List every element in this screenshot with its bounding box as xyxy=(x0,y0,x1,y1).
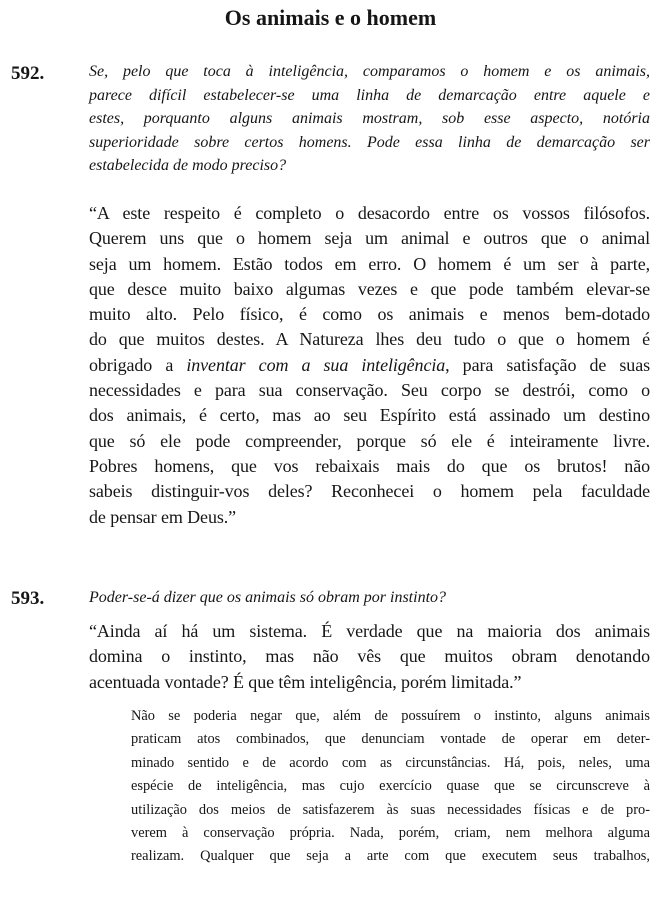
question-592-text xyxy=(89,60,650,178)
answer-592-line-6: do que muitos destes. A Natureza lhes deu tudo o que o homem é xyxy=(89,329,650,350)
answer-593-text xyxy=(89,619,650,695)
answer-592-line-7b: , para satisfação de suas xyxy=(445,354,650,375)
answer-592-line-13: de pensar em Deus.” xyxy=(89,506,237,527)
question-593-text xyxy=(89,586,650,610)
commentary-line-6: verem à conservação própria. Nada, porém, criam, nem melhora alguma xyxy=(131,825,650,842)
answer-592-line-7 xyxy=(89,353,650,378)
commentary-line-3: minado sentido e de acordo com as circunstâncias. Há, pois, neles, uma xyxy=(131,754,650,771)
question-592-line-2: parece difícil estabelecer-se uma linha de demarcação entre aquele e xyxy=(89,86,650,104)
commentary-line-1: Não se poderia negar que, além de possuírem o instinto, alguns animais xyxy=(131,708,650,724)
answer-592-line-9: dos animais, é certo, mas ao seu Espírito está assinado um destino xyxy=(89,405,650,426)
commentary-line-2: praticam atos combinados, que denunciam vontade de operar em deter- xyxy=(131,731,650,748)
commentary-593 xyxy=(131,705,650,869)
question-592-line-4: superioridade sobre certos homens. Pode essa linha de demarcação ser xyxy=(89,133,650,151)
answer-592-line-4: que desce muito baixo algumas vezes e que pode também elevar-se xyxy=(89,278,650,299)
answer-592-line-10: que só ele pode compreender, porque só ele é inteiramente livre. xyxy=(89,430,650,451)
question-number-592: 592. xyxy=(11,63,45,84)
answer-592-line-11: Pobres homens, que vos rebaixais mais do que os brutos! não xyxy=(89,455,650,476)
answer-592-line-3: seja um homem. Estão todos em erro. O homem é um ser à parte, xyxy=(89,253,650,274)
answer-592-line-2: Querem uns que o homem seja um animal e outros que o animal xyxy=(89,228,650,249)
answer-592-line-5: muito alto. Pelo físico, é como os animais e menos bem-dotado xyxy=(89,304,650,325)
answer-592-line-7a: obrigado a xyxy=(89,354,174,375)
answer-592-line-12: sabeis distinguir-vos deles? Reconhecei o homem pela faculdade xyxy=(89,481,650,502)
commentary-line-5: utilização dos meios de satisfazerem às suas necessidades físicas e de pro- xyxy=(131,801,650,818)
question-592-line-3: estes, porquanto alguns animais mostram, sob esse aspecto, notória xyxy=(89,110,650,128)
question-592-line-5: estabelecida de modo preciso? xyxy=(89,157,287,175)
page-title: Os animais e o homem xyxy=(224,5,437,30)
answer-593-line-1: “Ainda aí há um sistema. É verdade que na maioria dos animais xyxy=(89,621,650,641)
answer-592-line-1: “A este respeito é completo o desacordo entre os vossos filósofos. xyxy=(89,203,650,223)
answer-593-line-3: acentuada vontade? É que têm inteligência, porém limitada.” xyxy=(89,671,522,692)
commentary-line-7: realizam. Qualquer que seja a arte com que executem seus trabalhos, xyxy=(131,848,650,865)
answer-592-text xyxy=(89,201,650,530)
question-number-593: 593. xyxy=(11,588,45,609)
answer-592-emphasis: inventar com a sua inteligência xyxy=(186,354,446,375)
answer-592-line-8: necessidades e para sua conservação. Seu corpo se destrói, como o xyxy=(89,380,650,401)
question-592-line-1: Se, pelo que toca à inteligência, comparamos o homem e os animais, xyxy=(89,63,650,80)
commentary-line-4: espécie de inteligência, mas cujo exercício quase que se circunscreve à xyxy=(131,778,650,795)
question-593-line-1: Poder-se-á dizer que os animais só obram por instinto? xyxy=(89,589,447,606)
answer-593-line-2: domina o instinto, mas não vês que muitos obram denotando xyxy=(89,646,650,667)
